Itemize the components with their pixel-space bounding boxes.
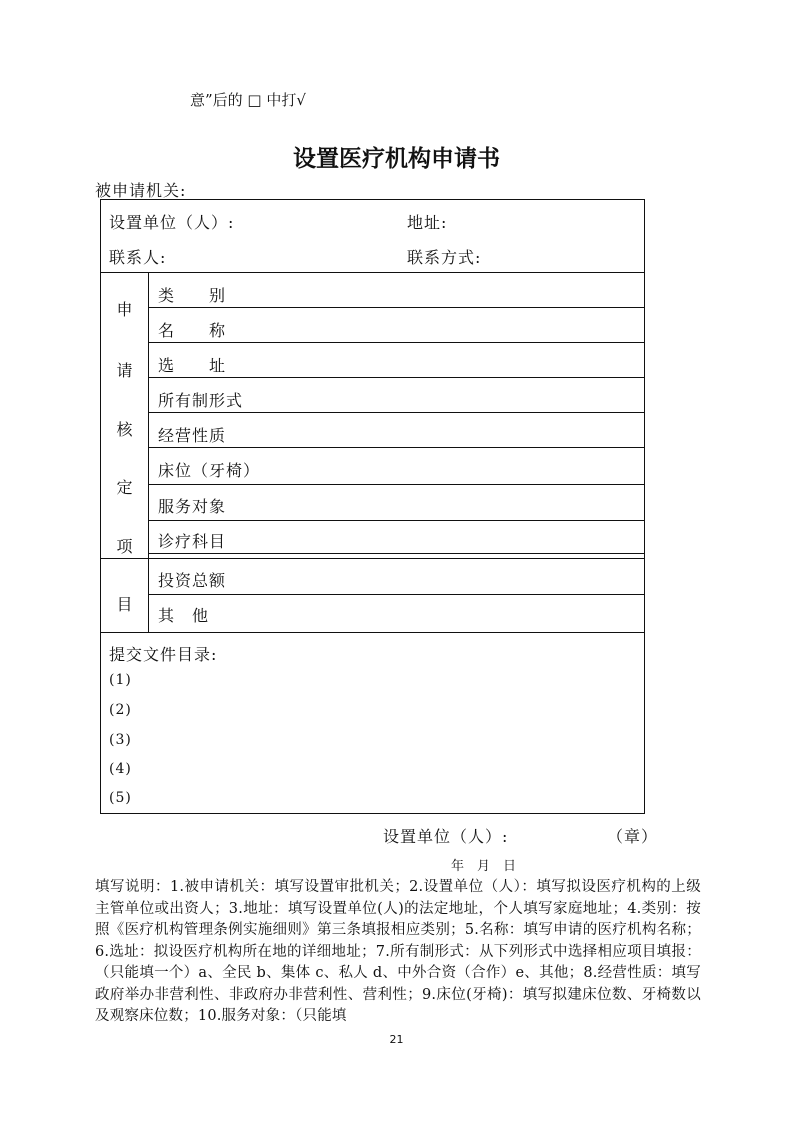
date-label: 年 月 日 — [451, 859, 517, 874]
side-label-char: 目 — [116, 595, 133, 614]
item-label: 诊疗科目 — [158, 532, 227, 551]
side-label-char: 申 — [116, 300, 133, 319]
address-label: 地址: — [407, 213, 448, 232]
divider — [148, 377, 644, 378]
item-label: 选 址 — [158, 356, 227, 375]
column-divider — [148, 272, 149, 632]
application-form — [100, 199, 645, 814]
divider — [148, 412, 644, 413]
item-label: 床位（牙椅） — [158, 461, 261, 480]
divider — [101, 272, 644, 273]
divider — [148, 558, 644, 559]
divider — [101, 632, 644, 633]
side-label-char: 项 — [116, 537, 133, 556]
page-title: 设置医疗机构申请书 — [293, 146, 500, 172]
item-label: 名 称 — [158, 321, 227, 340]
divider — [148, 484, 644, 485]
side-label-char: 请 — [116, 361, 133, 380]
divider — [101, 558, 148, 559]
side-label-char: 定 — [116, 478, 133, 497]
side-label-char: 核 — [116, 420, 133, 439]
divider — [148, 553, 644, 554]
authority-label: 被申请机关: — [95, 181, 187, 200]
divider — [148, 520, 644, 521]
document-item: (4) — [109, 761, 132, 777]
document-item: (3) — [109, 732, 132, 748]
documents-label: 提交文件目录: — [109, 645, 218, 664]
item-label: 投资总额 — [158, 571, 227, 590]
divider — [148, 447, 644, 448]
page-number: 21 — [389, 1033, 404, 1046]
item-label: 其 他 — [158, 606, 210, 625]
divider — [148, 307, 644, 308]
item-label: 服务对象 — [158, 497, 227, 516]
item-label: 经营性质 — [158, 426, 227, 445]
contact-method-label: 联系方式: — [407, 248, 482, 267]
applicant-label: 设置单位（人）: — [109, 213, 235, 232]
document-item: (1) — [109, 672, 132, 688]
document-item: (5) — [109, 790, 132, 806]
divider — [148, 342, 644, 343]
top-note: 意”后的 □ 中打√ — [190, 91, 306, 109]
document-item: (2) — [109, 702, 132, 718]
instructions-text: 填写说明：1.被申请机关：填写设置审批机关；2.设置单位（人）：填写拟设医疗机构的上级主管单位或出资人；3.地址：填写设置单位(人)的法定地址，个人填写家庭地址；4.类别：按照《医疗机构管理条例实施细则》第三条填报相应类别；5.名称：填写申请的医疗机构名称；6.选址：拟设医疗机构所在地的详细地址；7.所有制形式：从下列形式中选择相应项目填报：（只能填一个）a、全民 b、集体 c、私人 d、中外合资（合作）e、其他；8.经营性质：填写政府举办非营利性、非政府办非营利性、营利性；9.床位(牙椅)：填写拟建床位数、牙椅数以及观察床位数；10.服务对象：（只能填 — [95, 879, 701, 1024]
divider — [148, 594, 644, 595]
item-label: 类 别 — [158, 286, 227, 305]
contact-label: 联系人: — [109, 248, 167, 267]
seal-label: （章） — [607, 827, 659, 846]
item-label: 所有制形式 — [158, 391, 244, 410]
signature-unit-label: 设置单位（人）: — [383, 827, 509, 846]
